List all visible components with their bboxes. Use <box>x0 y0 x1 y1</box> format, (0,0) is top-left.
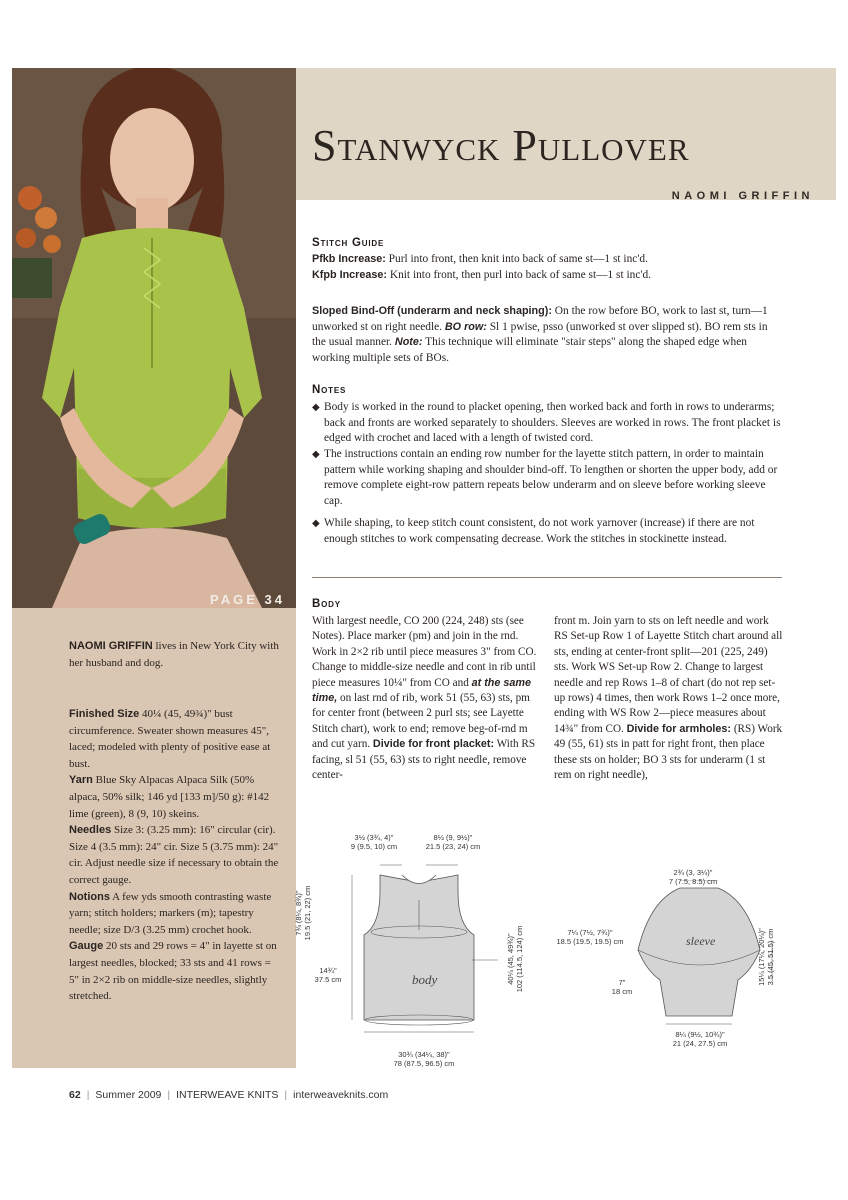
page-footer: 62 | Summer 2009 | INTERWEAVE KNITS | interweaveknits.com <box>69 1089 389 1101</box>
needles-label: Needles <box>69 824 112 837</box>
shoulder-dimension: 8½ (9, 9½)" 21.5 (23, 24) cm <box>425 833 481 851</box>
sleeve-cap-dimension: 7¼ (7½, 7¾)" 18.5 (19.5, 19.5) cm <box>556 928 624 946</box>
sloped-bind-off <box>312 304 782 366</box>
sloped-text-3: This technique will eliminate "stair steps" along the shaped edge when working multiple sets of BOs. <box>312 336 747 364</box>
body-schematic <box>312 830 532 1080</box>
body-text-2b: (RS) Work 49 (55, 61) sts in patt for right front, then place these sts on holder; BO 3 sts for underarm (1 st rem on right needle), <box>554 722 783 782</box>
bullet-icon: ◆ <box>312 449 320 460</box>
needles-text: Size 3: (3.25 mm): 16" circular (cir). Size 4 (3.5 mm): 24" cir. Size 5 (3.75 mm): 24" cir. Adjust needle size if necessary to obtain the correct gauge. <box>69 824 279 886</box>
page-number: 62 <box>69 1089 81 1101</box>
yarn <box>69 772 279 822</box>
divide-armholes-label: Divide for armholes: <box>626 722 732 735</box>
side-length-dimension: 14¾" 37.5 cm <box>314 966 342 984</box>
sloped-text-2: Sl 1 pwise, psso (unworked st over slipped st). BO rem sts in the usual manner. <box>312 320 768 348</box>
pfkb-text: Purl into front, then knit into back of same st—1 st inc'd. <box>385 253 648 265</box>
bust-width-dimension: 40¼ (45, 49¾)" 102 (114.5, 124) cm <box>506 925 524 993</box>
note-text: Body is worked in the round to placket opening, then worked back and forth in rows to underarms; back and fronts are worked separately to shoulders. Sleeves are worked in rows. The front placket is edged with crochet and laced with a length of twisted cord. <box>324 401 781 444</box>
sloped-label: Sloped Bind-Off (underarm and neck shaping): <box>312 305 552 317</box>
finished-size-label: Finished Size <box>69 708 140 720</box>
model-photo <box>12 68 296 608</box>
notes-list <box>312 400 782 570</box>
designer-name: NAOMI GRIFFIN <box>69 640 153 652</box>
body-text-1a: With largest needle, CO 200 (224, 248) sts (see Notes). Place marker (pm) and join in the rnd. Work in 2×2 rib until piece measures 3" from CO. Change to middle-size needle and cont in rib until piece measures 10¼" from CO and <box>312 615 537 689</box>
armhole-dimension: 7¾ (8¼, 8¾)" 19.5 (21, 22) cm <box>294 885 312 941</box>
body-text-1c: With RS facing, sl 51 (55, 63) sts to right needle, remove center- <box>312 738 536 782</box>
issue-date: Summer 2009 <box>95 1089 162 1101</box>
sloped-text-1: On the row before BO, work to last st, turn—1 unworked st on right needle. <box>312 305 768 333</box>
sleeve-length-dimension: 7" 18 cm <box>611 978 633 996</box>
gauge <box>69 938 279 1004</box>
hem-dimension: 30¾ (34¼, 38)" 78 (87.5, 96.5) cm <box>393 1050 455 1068</box>
page-label: PAGE 34 <box>210 592 285 607</box>
model-illustration <box>12 68 296 608</box>
bullet-icon: ◆ <box>312 402 320 413</box>
body-column-2 <box>554 614 784 783</box>
notions <box>69 889 279 939</box>
sleeve-label: sleeve <box>686 934 716 948</box>
divide-placket-label: Divide for front placket: <box>372 738 495 751</box>
kfpb-label: Kfpb Increase: <box>312 268 387 281</box>
notes-heading: Notes <box>312 384 347 396</box>
neck-dimension: 3½ (3¾, 4)" 9 (9.5, 10) cm <box>350 833 398 851</box>
note-label: Note: <box>394 336 423 348</box>
stitch-guide-increases <box>312 252 782 283</box>
yarn-label: Yarn <box>69 774 93 787</box>
sleeve-schematic <box>620 880 780 1030</box>
note-text: The instructions contain an ending row number for the layette stitch pattern, in order to maintain pattern while working shaping and shoulder bind-off. To lengthen or shorten the upper body, add or remove complete eight-row pattern repeats below underarm and on sleeve before working sleeve cap. <box>324 448 778 507</box>
magazine-name: INTERWEAVE KNITS <box>176 1089 279 1101</box>
pfkb-label: Pfkb Increase: <box>312 253 386 265</box>
designer-bio-text: lives in New York City with her husband and dog. <box>69 640 279 669</box>
bullet-icon: ◆ <box>312 518 320 529</box>
finished-size <box>69 706 279 772</box>
author-name: NAOMI GRIFFIN <box>671 190 814 202</box>
at-same-time-label: at the same time, <box>312 676 532 705</box>
kfpb-increase <box>312 268 782 284</box>
body-text-2a: front m. Join yarn to sts on left needle and work RS Set-up Row 1 of Layette Stitch chart around all sts, ending at center-front split—201 (225, 249) sts. Work WS Set-up Row 2. Change to largest needle and rep Rows 1–8 of chart (do not rep set-up rows) 4 times, then work Rows 1–2 once more, ending with WS Row 2—piece measures about 14¾" from CO. <box>554 615 783 735</box>
note-text: While shaping, to keep stitch count consistent, do not work yarnover (increase) if there are not enough stitches to work compensating decrease. Work the stitches in stockinette instead. <box>324 517 755 545</box>
body-column-1 <box>312 614 540 783</box>
list-item <box>312 516 782 547</box>
cuff-dimension: 8¼ (9½, 10¾)" 21 (24, 27.5) cm <box>672 1030 728 1048</box>
sleeve-width-dimension: 15¼ (17¼, 20¼)" 3.5 (45, 51.5) cm <box>757 928 775 986</box>
page-title: Stanwyck Pullover <box>312 121 690 170</box>
sleeve-top-dimension: 2¾ (3, 3¼)" 7 (7.5, 8.5) cm <box>668 868 718 886</box>
gauge-text: 20 sts and 29 rows = 4" in layette st on largest needles, blocked; 33 sts and 41 rows = 5" in 2×2 rib on middle-size needles, slightly stretched. <box>69 940 277 1003</box>
bo-row-label: BO row: <box>444 320 487 333</box>
specs-block <box>69 706 279 1005</box>
list-item <box>312 447 782 509</box>
finished-size-text: 40¼ (45, 49¾)" bust circumference. Sweater shown measures 45", laced; modeled with plenty of positive ease at bust. <box>69 708 271 770</box>
website-link[interactable]: interweaveknits.com <box>293 1089 389 1101</box>
notions-label: Notions <box>69 890 110 903</box>
list-item <box>312 400 782 447</box>
body-heading: Body <box>312 598 341 610</box>
needles <box>69 822 279 888</box>
section-divider <box>312 577 782 578</box>
body-text-1b: on last rnd of rib, work 51 (55, 63) sts, pm for center front (between 2 purl sts; see Layette Stitch chart), work to end; remove beg-of-rnd m and cut yarn. <box>312 692 530 751</box>
kfpb-text: Knit into front, then purl into back of same st—1 st inc'd. <box>387 268 651 281</box>
notions-text: A few yds smooth contrasting waste yarn; stitch holders; markers (m); tapestry needle; size D/3 (3.25 mm) crochet hook. <box>69 890 272 936</box>
gauge-label: Gauge <box>69 940 104 953</box>
body-label: body <box>412 972 438 987</box>
pfkb-increase <box>312 252 782 268</box>
stitch-guide-heading: Stitch Guide <box>312 237 385 249</box>
designer-bio <box>69 638 279 671</box>
yarn-text: Blue Sky Alpacas Alpaca Silk (50% alpaca, 50% silk; 146 yd [133 m]/50 g): #142 lime (green), 8 (9, 10) skeins. <box>69 774 270 820</box>
